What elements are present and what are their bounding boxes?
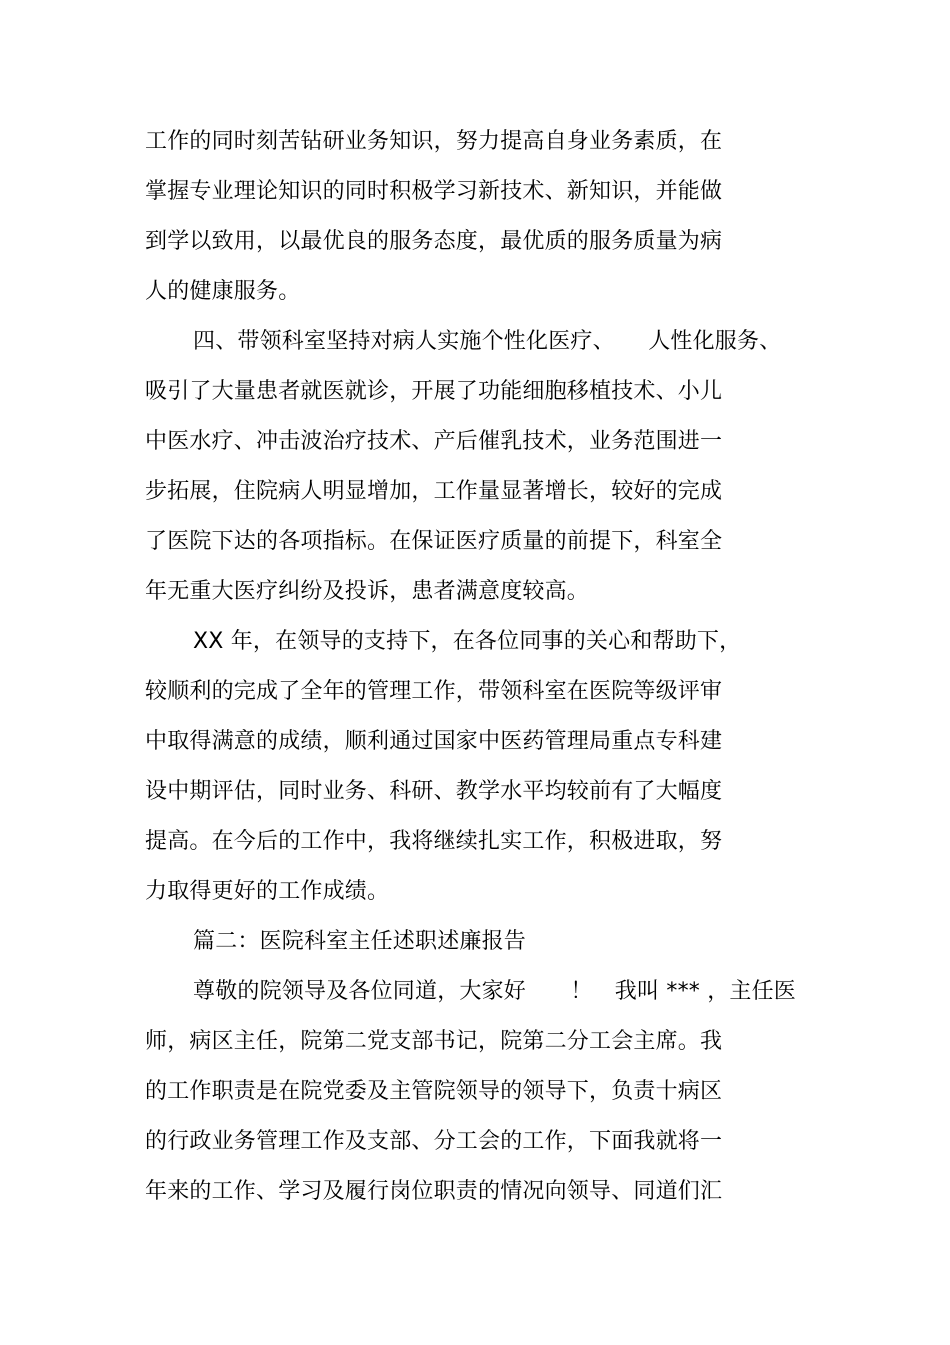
text-line: 的工作职责是在院党委及主管院领导的领导下，负责十病区 [145,1079,723,1104]
text-line: 中医水疗、冲击波治疗技术、产后催乳技术，业务范围进一 [145,429,723,454]
text-line: 了医院下达的各项指标。在保证医疗质量的前提下，科室全 [145,529,723,554]
text-line: 较顺利的完成了全年的管理工作，带领科室在医院等级评审 [145,679,723,704]
text-line: 人的健康服务。 [145,279,301,304]
text-line: 力取得更好的工作成绩。 [145,879,390,904]
text-line: 的行政业务管理工作及支部、分工会的工作，下面我就将一 [145,1129,723,1154]
text-line: 掌握专业理论知识的同时积极学习新技术、新知识，并能做 [145,179,723,204]
text-line: 步拓展，住院病人明显增加，工作量显著增长，较好的完成 [145,479,723,504]
text-line: 中取得满意的成绩，顺利通过国家中医药管理局重点专科建 [145,729,723,754]
section-heading: 篇二：医院科室主任述职述廉报告 [193,929,527,954]
text-line: 到学以致用，以最优良的服务态度，最优质的服务质量为病 [145,229,723,254]
text-line: 吸引了大量患者就医就诊，开展了功能细胞移植技术、小儿 [145,379,723,404]
text-line: 工作的同时刻苦钻研业务知识，努力提高自身业务素质，在 [145,129,723,154]
text-line: 四、带领科室坚持对病人实施个性化医疗、 人性化服务、 [193,329,782,354]
text-line: XX 年，在领导的支持下，在各位同事的关心和帮助下， [193,629,742,654]
text-line: 尊敬的院领导及各位同道，大家好 ！ 我叫 *** ，主任医 [193,979,796,1004]
text-line: 年无重大医疗纠纷及投诉，患者满意度较高。 [145,579,590,604]
text-line: 设中期评估，同时业务、科研、教学水平均较前有了大幅度 [145,779,723,804]
text-line: 年来的工作、学习及履行岗位职责的情况向领导、同道们汇 [145,1179,723,1204]
text-line: 提高。在今后的工作中，我将继续扎实工作，积极进取，努 [145,829,723,854]
text-line: 师，病区主任，院第二党支部书记，院第二分工会主席。我 [145,1029,723,1054]
